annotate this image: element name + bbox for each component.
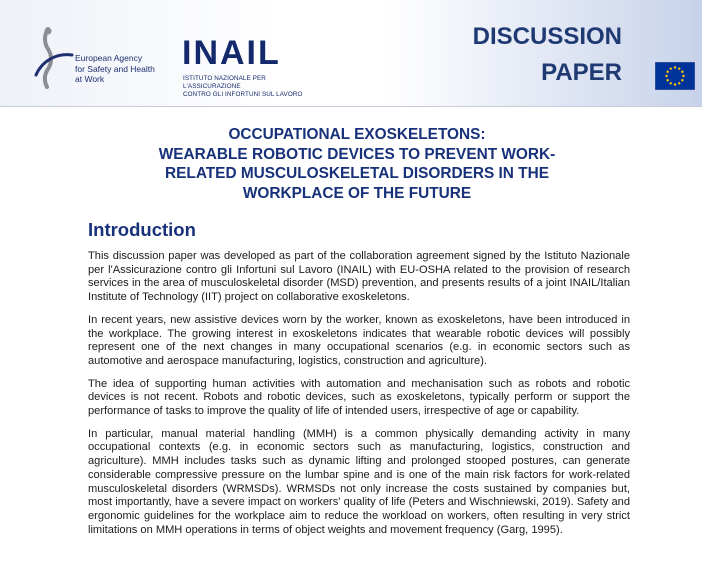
paragraph: In recent years, new assistive devices worn by the worker, known as exoskeletons, have been introduced in the workplace. The growing interest in exoskeletons indicates that wearable robotic devices will possibly represent one of the next changes in many occupational scenarios (e.g. in economic sectors such as automotive and aerospace manufacturing, logistics, construction and agriculture). bbox=[88, 313, 630, 367]
inail-subtitle-line: ISTITUTO NAZIONALE PER L'ASSICURAZIONE bbox=[183, 75, 266, 90]
paragraph: In particular, manual material handling (MMH) is a common physically demanding activity in many occupational contexts (e.g. in economic sectors such as manufacturing, logistics, construction and agriculture). MMH includes tasks such as dynamic lifting and prolonged stooped postures, can generate considerable compressive pressure on the lumbar spine and is one of the main risk factors for work-related musculoskeletal disorders (WRMSDs). WRMSDs not only increase the costs sustained by companies but, most importantly, have a severe impact on workers' quality of life (Peters and Wischniewski, 2019). Safety and ergonomic guidelines for the workplace aim to reduce the workload on workers, often resulting in very strict limitations on MMH operations in terms of object weights and movement frequency (Garg, 1995). bbox=[88, 427, 630, 536]
eu-star-icon bbox=[665, 75, 667, 77]
eu-star-icon bbox=[678, 82, 680, 84]
eu-star-icon bbox=[674, 83, 676, 85]
title-line: WORKPLACE OF THE FUTURE bbox=[242, 184, 472, 202]
eu-star-icon bbox=[678, 67, 680, 69]
eu-star-icon bbox=[681, 79, 683, 81]
document-type-line: PAPER bbox=[541, 59, 622, 86]
page-header bbox=[0, 0, 702, 106]
inail-subtitle-line: CONTRO GLI INFORTUNI SUL LAVORO bbox=[183, 91, 303, 98]
document-type bbox=[422, 19, 622, 91]
document-title bbox=[86, 125, 628, 203]
title-line: WEARABLE ROBOTIC DEVICES TO PREVENT WORK- bbox=[158, 145, 556, 163]
eu-star-icon bbox=[666, 71, 668, 73]
eu-star-icon bbox=[670, 67, 672, 69]
eu-flag-icon bbox=[655, 62, 695, 90]
inail-subtitle bbox=[183, 75, 323, 99]
eu-star-icon bbox=[674, 66, 676, 68]
eu-star-icon bbox=[666, 79, 668, 81]
document-type-line: DISCUSSION bbox=[472, 23, 622, 50]
agency-name-line: European Agency bbox=[75, 53, 143, 63]
title-line: OCCUPATIONAL EXOSKELETONS: bbox=[228, 126, 486, 143]
body-text bbox=[88, 250, 630, 546]
paragraph: The idea of supporting human activities with automation and mechanisation such as robots and robotic devices is not recent. Robots and robotic devices, such as exoskeletons, typically perform or support the performance of tasks to improve the quality of life of intended users, irrespective of age or capability. bbox=[88, 377, 630, 418]
title-line: RELATED MUSCULOSKELETAL DISORDERS IN THE bbox=[165, 165, 549, 182]
section-heading: Introduction bbox=[88, 219, 196, 240]
inail-logo-text: INAIL bbox=[182, 34, 281, 72]
eu-star-icon bbox=[681, 71, 683, 73]
paragraph: This discussion paper was developed as part of the collaboration agreement signed by the Istituto Nazionale per l'Assicurazione contro gli Infortuni sul Lavoro (INAIL) with EU-OSHA related to the provision of research services in the area of musculoskeletal disorder (MSD) prevention, and presents results of a joint INAIL/Italian Institute of Technology (IIT) project on collaborative exoskeletons. bbox=[88, 250, 630, 304]
eu-osha-name bbox=[75, 53, 175, 85]
eu-star-icon bbox=[670, 82, 672, 84]
eu-star-icon bbox=[682, 75, 684, 77]
header-divider bbox=[0, 106, 702, 107]
agency-name-line: for Safety and Health bbox=[75, 63, 155, 74]
agency-name-line: at Work bbox=[75, 74, 105, 84]
eu-osha-logo-icon bbox=[34, 25, 74, 89]
